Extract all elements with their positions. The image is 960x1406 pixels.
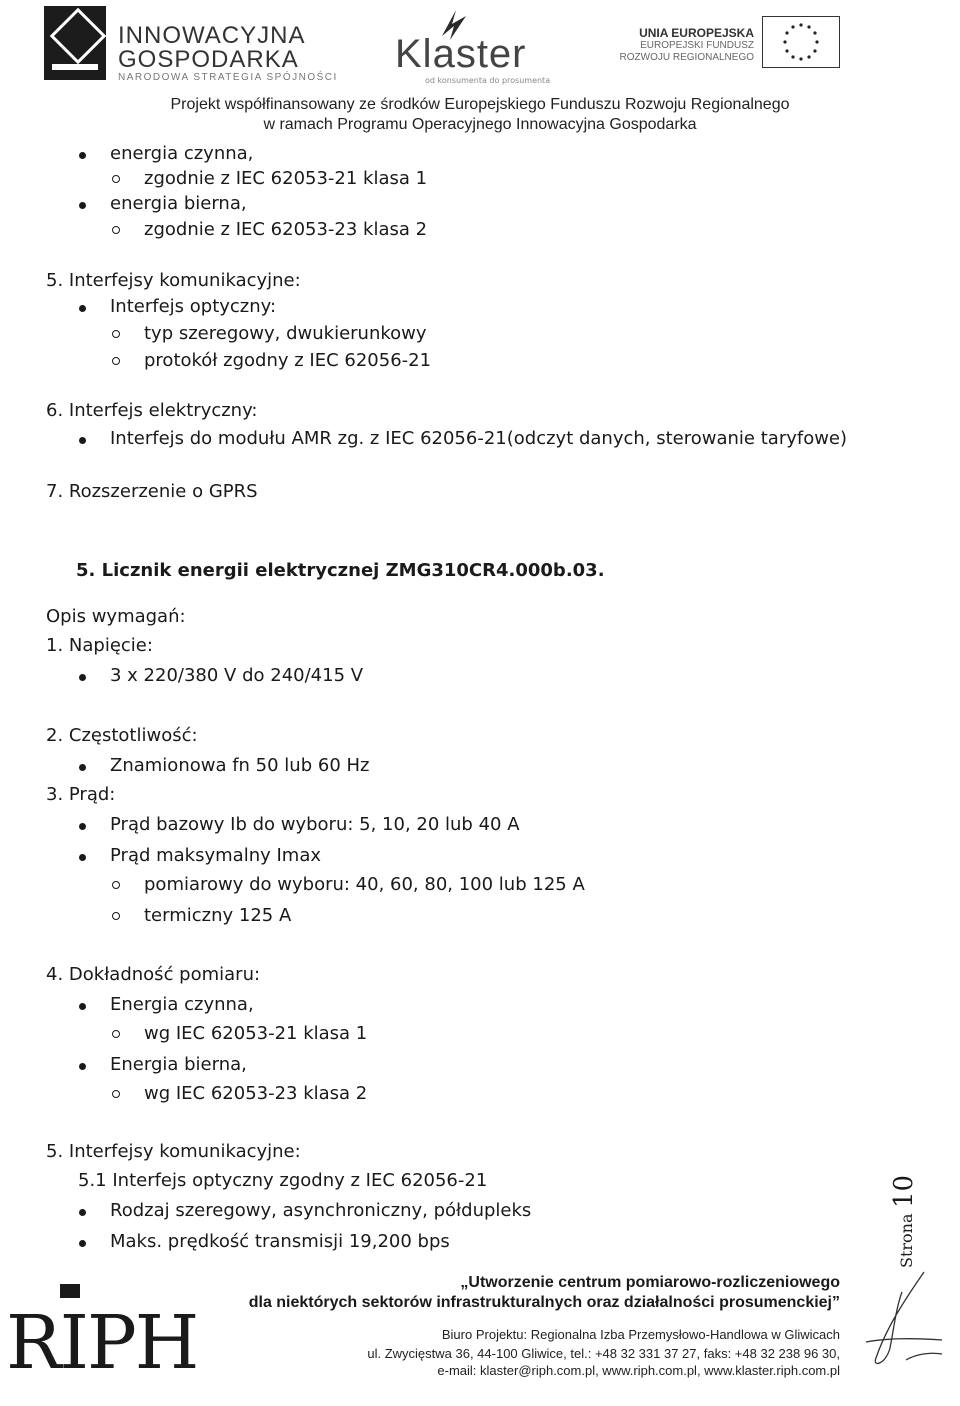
- riph-logo: RIPH: [6, 1300, 198, 1386]
- list-item: Energia bierna,: [110, 1054, 247, 1075]
- list-item: wg IEC 62053-21 klasa 1: [144, 1023, 368, 1044]
- section-heading: 7. Rozszerzenie o GPRS: [46, 481, 258, 502]
- footer-email: e-mail: klaster@riph.com.pl, www.riph.com.pl, www.klaster.riph.com.pl: [437, 1363, 840, 1378]
- section-heading: 5. Interfejsy komunikacyjne:: [46, 270, 301, 291]
- footer-office: Biuro Projektu: Regionalna Izba Przemysłowo-Handlowa w Gliwicach: [441, 1327, 840, 1342]
- list-item: energia bierna,: [110, 193, 247, 214]
- klaster-tagline: od konsumenta do prosumenta: [425, 76, 551, 85]
- page-label: Strona: [897, 1213, 916, 1268]
- eu-label-line3: ROZWOJU REGIONALNEGO: [619, 52, 754, 63]
- ig-logo-line3: NARODOWA STRATEGIA SPÓJNOŚCI: [118, 72, 338, 83]
- riph-emblem-icon: [60, 1284, 80, 1298]
- klaster-logo: Klaster: [395, 32, 527, 76]
- list-item: Rodzaj szeregowy, asynchroniczny, półdupleks: [110, 1200, 532, 1221]
- footer-address: ul. Zwycięstwa 36, 44-100 Gliwice, tel.: +48 32 331 37 27, faks: +48 32 238 96 30,: [367, 1346, 840, 1361]
- ig-logo-line1: INNOWACYJNA: [118, 22, 306, 49]
- list-item: wg IEC 62053-23 klasa 2: [144, 1083, 368, 1104]
- list-item: zgodnie z IEC 62053-21 klasa 1: [144, 168, 428, 189]
- section-heading: 1. Napięcie:: [46, 635, 153, 656]
- list-item: pomiarowy do wyboru: 40, 60, 80, 100 lub 125 A: [144, 874, 585, 895]
- list-item: Interfejs do modułu AMR zg. z IEC 62056-21(odczyt danych, sterowanie taryfowe): [110, 428, 848, 449]
- list-item: Znamionowa fn 50 lub 60 Hz: [110, 755, 370, 776]
- list-item: Energia czynna,: [110, 994, 254, 1015]
- page-number: [882, 1172, 922, 1272]
- eu-label-line2: EUROPEJSKI FUNDUSZ: [640, 40, 754, 51]
- ig-logo-line2: GOSPODARKA: [118, 46, 299, 73]
- section-heading: 2. Częstotliwość:: [46, 725, 198, 746]
- innowacyjna-gospodarka-logo: [44, 6, 106, 80]
- project-funding-line1: Projekt współfinansowany ze środków Europejskiego Funduszu Rozwoju Regionalnego: [170, 96, 790, 113]
- list-item: energia czynna,: [110, 143, 254, 164]
- section-heading: 6. Interfejs elektryczny:: [46, 400, 258, 421]
- list-item: 3 x 220/380 V do 240/415 V: [110, 665, 364, 686]
- list-item: Interfejs optyczny:: [110, 296, 277, 317]
- section-heading: 5. Interfejsy komunikacyjne:: [46, 1141, 301, 1162]
- section-heading: 4. Dokładność pomiaru:: [46, 964, 261, 985]
- device-heading: 5. Licznik energii elektrycznej ZMG310CR4.000b.03.: [76, 560, 605, 581]
- subsection-heading: 5.1 Interfejs optyczny zgodny z IEC 62056-21: [78, 1170, 488, 1191]
- list-item: protokół zgodny z IEC 62056-21: [144, 350, 432, 371]
- eu-label-line1: UNIA EUROPEJSKA: [639, 26, 754, 40]
- section-heading: 3. Prąd:: [46, 784, 116, 805]
- handwritten-signature: [846, 1268, 946, 1378]
- footer-project-title-line2: dla niektórych sektorów infrastrukturalnych oraz działalności prosumenckiej”: [248, 1294, 840, 1311]
- list-item: termiczny 125 A: [144, 905, 292, 926]
- requirements-heading: Opis wymagań:: [46, 606, 186, 627]
- list-item: Prąd maksymalny Imax: [110, 845, 322, 866]
- eu-flag-icon: [762, 16, 840, 68]
- list-item: Prąd bazowy Ib do wyboru: 5, 10, 20 lub 40 A: [110, 814, 520, 835]
- project-funding-line2: w ramach Programu Operacyjnego Innowacyjna Gospodarka: [263, 116, 697, 133]
- list-item: typ szeregowy, dwukierunkowy: [144, 323, 427, 344]
- footer-project-title-line1: „Utworzenie centrum pomiarowo-rozliczeniowego: [460, 1274, 840, 1291]
- list-item: Maks. prędkość transmisji 19,200 bps: [110, 1231, 450, 1252]
- page-number-value: 10: [889, 1174, 919, 1208]
- list-item: zgodnie z IEC 62053-23 klasa 2: [144, 219, 428, 240]
